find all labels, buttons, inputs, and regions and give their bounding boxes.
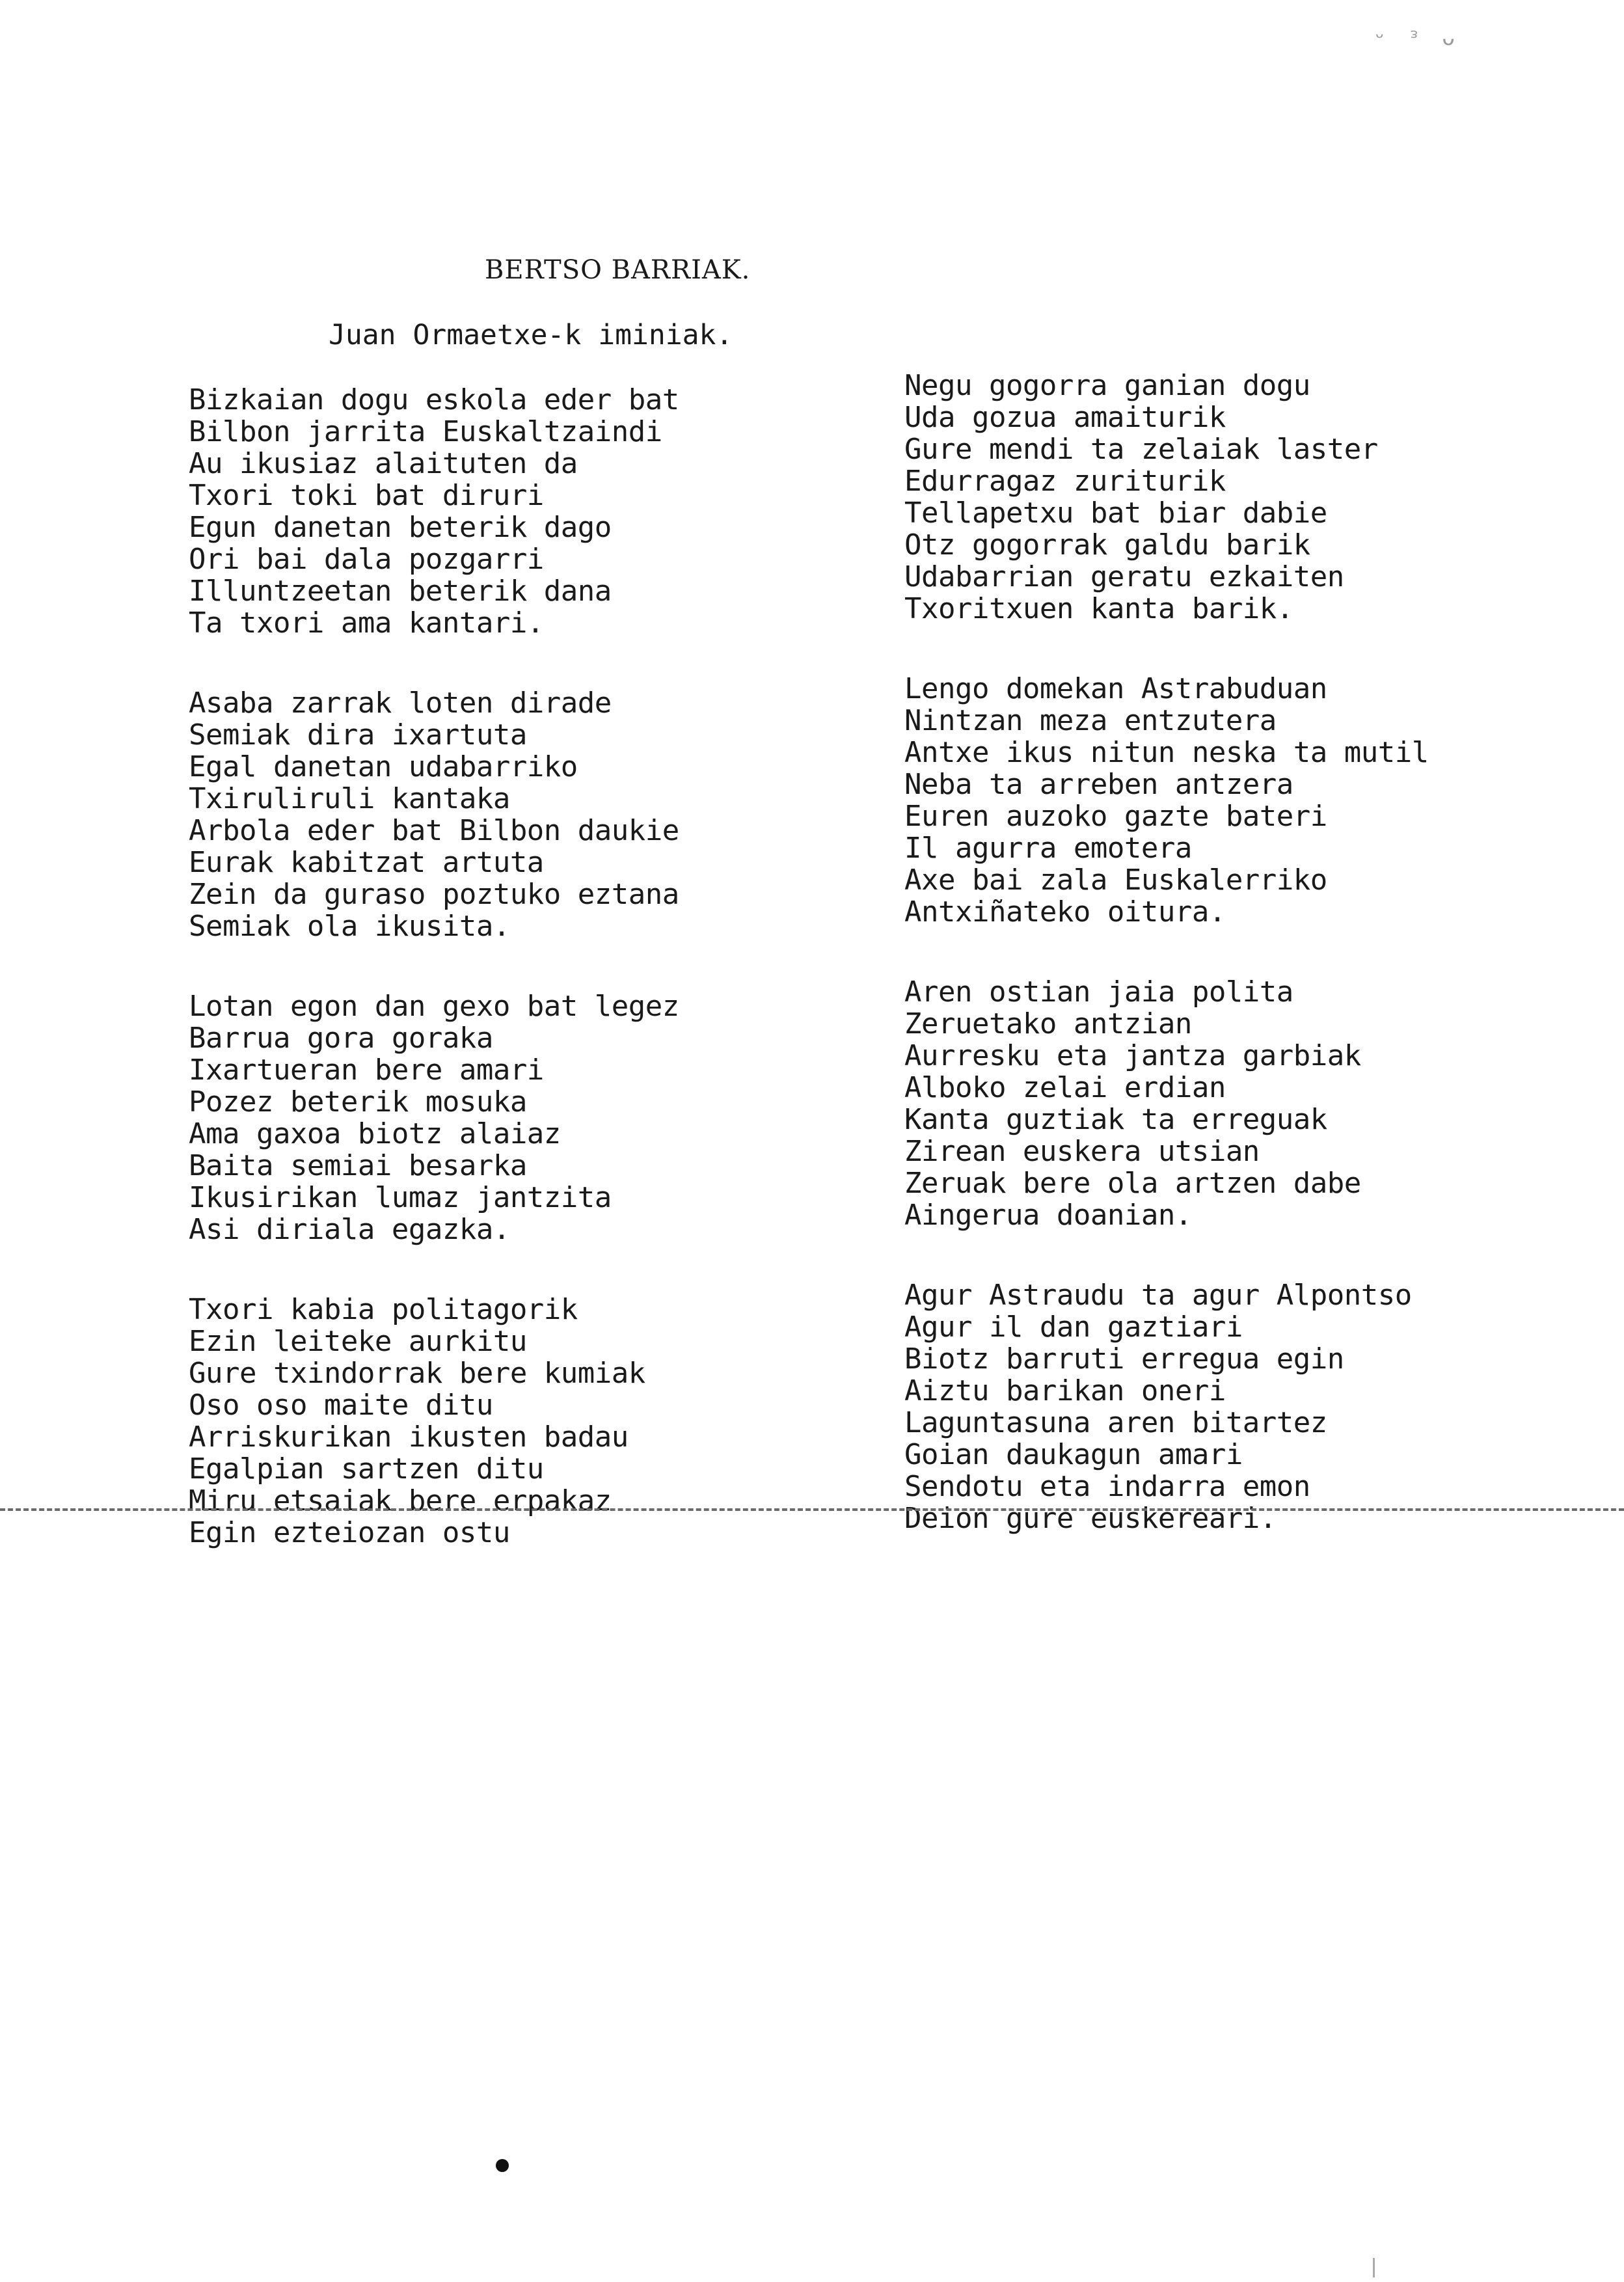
verse-line: Aiztu barikan oneri	[904, 1374, 1226, 1407]
verse-line: Laguntasuna aren bitartez	[904, 1406, 1327, 1439]
verse-line: Agur Astraudu ta agur Alpontso	[904, 1279, 1412, 1312]
verse-line: Aingerua doanian.	[904, 1199, 1192, 1232]
edge-mark	[1373, 2258, 1375, 2277]
verse-line: Txori kabia politagorik	[189, 1293, 578, 1326]
stanza	[904, 673, 1624, 928]
stanza	[904, 1279, 1624, 1534]
verse-line: Neba ta arreben antzera	[904, 768, 1293, 801]
verse-line: Egal danetan udabarriko	[189, 750, 578, 783]
page-title: BERTSO BARRIAK.	[485, 255, 751, 285]
verse-line: Alboko zelai erdian	[904, 1071, 1226, 1104]
verse-line: Biotz barruti erregua egin	[904, 1342, 1344, 1376]
verse-line: Euren auzoko gazte bateri	[904, 800, 1327, 833]
ink-dot	[496, 2159, 509, 2172]
verse-line: Zeruetako antzian	[904, 1007, 1192, 1040]
verse-line: Bilbon jarrita Euskaltzaindi	[189, 415, 662, 448]
verse-line: Ixartueran bere amari	[189, 1053, 544, 1087]
verse-line: Otz gogorrak galdu barik	[904, 528, 1310, 562]
verse-line: Bizkaian dogu eskola eder bat	[189, 383, 679, 416]
verse-line: Txiruliruli kantaka	[189, 782, 510, 815]
verse-line: Zirean euskera utsian	[904, 1135, 1260, 1168]
verse-line: Deion gure euskereari.	[904, 1502, 1277, 1535]
verse-line: Egun danetan beterik dago	[189, 511, 612, 544]
verse-line: Baita semiai besarka	[189, 1149, 527, 1182]
left-column	[189, 384, 917, 1597]
verse-line: Barrua gora goraka	[189, 1022, 493, 1055]
verse-line: Il agurra emotera	[904, 832, 1192, 865]
verse-line: Zeruak bere ola artzen dabe	[904, 1167, 1361, 1200]
verse-line: Udabarrian geratu ezkaiten	[904, 560, 1344, 593]
verse-line: Uda gozua amaiturik	[904, 401, 1226, 434]
verse-line: Miru etsaiak bere erpakaz	[189, 1484, 612, 1517]
page-number-mark: ᵕ ᵌ ᴗ	[1373, 25, 1459, 51]
verse-line: Asi diriala egazka.	[189, 1213, 510, 1246]
verse-line: Aren ostian jaia polita	[904, 975, 1293, 1009]
verse-line: Axe bai zala Euskalerriko	[904, 863, 1327, 897]
verse-line: Arriskurikan ikusten badau	[189, 1420, 629, 1454]
verse-line: Goian daukagun amari	[904, 1438, 1243, 1471]
verse-line: Illuntzeetan beterik dana	[189, 575, 612, 608]
verse-line: Kanta guztiak ta erreguak	[904, 1103, 1327, 1136]
verse-line: Gure txindorrak bere kumiak	[189, 1357, 645, 1390]
verse-line: Egin ezteiozan ostu	[189, 1516, 510, 1549]
verse-line: Ama gaxoa biotz alaiaz	[189, 1117, 561, 1150]
verse-line: Oso oso maite ditu	[189, 1389, 493, 1422]
verse-line: Ikusirikan lumaz jantzita	[189, 1181, 612, 1214]
verse-line: Zein da guraso poztuko eztana	[189, 878, 679, 911]
verse-line: Semiak ola ikusita.	[189, 910, 510, 943]
stanza	[189, 384, 917, 639]
verse-line: Ezin leiteke aurkitu	[189, 1325, 527, 1358]
verse-line: Eurak kabitzat artuta	[189, 846, 544, 879]
stanza	[189, 990, 917, 1245]
verse-line: Agur il dan gaztiari	[904, 1311, 1243, 1344]
verse-line: Tellapetxu bat biar dabie	[904, 496, 1327, 530]
verse-line: Semiak dira ixartuta	[189, 718, 527, 752]
verse-line: Nintzan meza entzutera	[904, 704, 1277, 737]
verse-line: Ori bai dala pozgarri	[189, 543, 544, 576]
verse-line: Ta txori ama kantari.	[189, 606, 544, 640]
verse-line: Sendotu eta indarra emon	[904, 1470, 1310, 1503]
dashed-separator	[0, 1508, 1624, 1511]
stanza	[904, 976, 1624, 1231]
verse-line: Au ikusiaz alaituten da	[189, 447, 578, 480]
stanza	[904, 370, 1624, 625]
verse-line: Antxe ikus nitun neska ta mutil	[904, 736, 1429, 769]
verse-line: Egalpian sartzen ditu	[189, 1452, 544, 1486]
verse-line: Gure mendi ta zelaiak laster	[904, 433, 1378, 466]
verse-line: Antxiñateko oitura.	[904, 895, 1226, 929]
stanza	[189, 687, 917, 942]
verse-line: Aurresku eta jantza garbiak	[904, 1039, 1361, 1072]
verse-line: Pozez beterik mosuka	[189, 1085, 527, 1119]
verse-line: Edurragaz zuriturik	[904, 465, 1226, 498]
right-column	[904, 370, 1624, 1582]
verse-line: Lengo domekan Astrabuduan	[904, 672, 1327, 705]
author-line: Juan Ormaetxe-k iminiak.	[329, 319, 733, 351]
verse-line: Asaba zarrak loten dirade	[189, 686, 612, 720]
verse-line: Arbola eder bat Bilbon daukie	[189, 814, 679, 847]
verse-line: Txori toki bat diruri	[189, 479, 544, 512]
verse-line: Txoritxuen kanta barik.	[904, 592, 1293, 625]
verse-line: Lotan egon dan gexo bat legez	[189, 990, 679, 1023]
verse-line: Negu gogorra ganian dogu	[904, 369, 1310, 402]
